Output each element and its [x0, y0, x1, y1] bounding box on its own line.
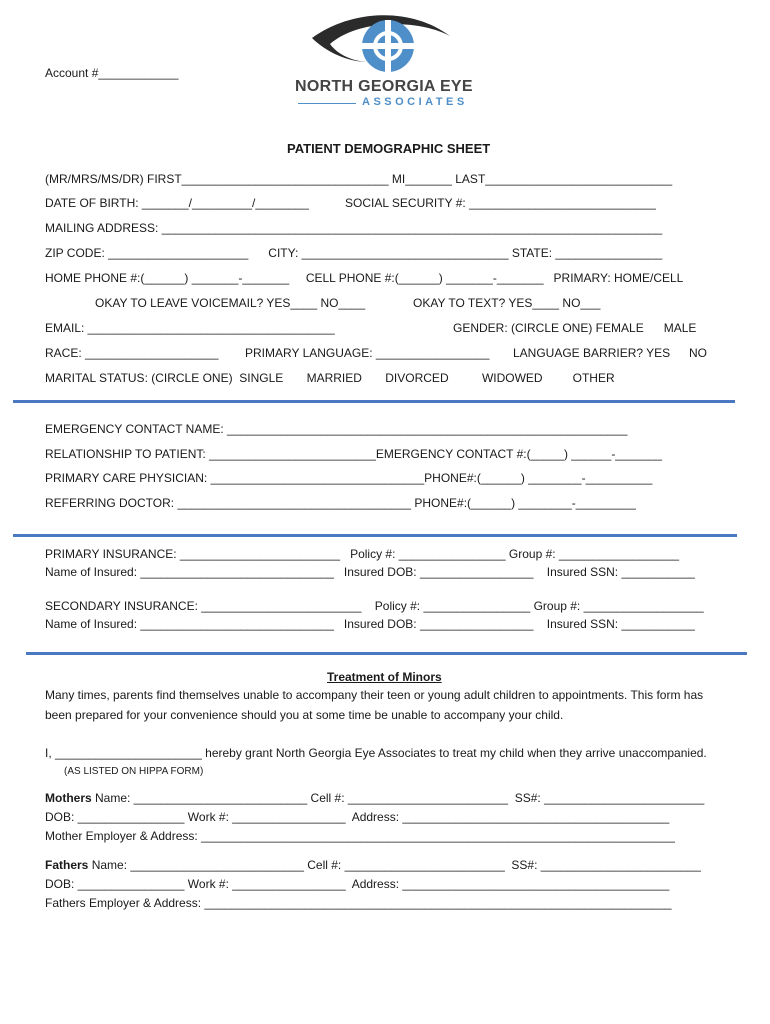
ssn-field[interactable]: SOCIAL SECURITY #: ____________________________	[345, 196, 656, 210]
voicemail-field[interactable]: OKAY TO LEAVE VOICEMAIL? YES____ NO____	[95, 296, 366, 310]
logo-divider	[298, 103, 356, 104]
page-title: PATIENT DEMOGRAPHIC SHEET	[287, 141, 491, 156]
section-divider-2	[13, 534, 737, 537]
primary-language-field[interactable]: PRIMARY LANGUAGE: _________________	[245, 346, 490, 360]
minors-paragraph-line1: Many times, parents find themselves unable to accompany their teen or young adult children to appointments. This form has	[45, 688, 704, 702]
hippa-note: (AS LISTED ON HIPPA FORM)	[64, 766, 204, 777]
fathers-label: Fathers	[45, 858, 89, 872]
minors-paragraph-line2: been prepared for your convenience should you at some time be unable to accompany your child.	[45, 708, 564, 722]
dob-field[interactable]: DATE OF BIRTH: _______/_________/________	[45, 196, 309, 210]
father-dob-field[interactable]: DOB: ________________ Work #: _________________ Address: ________________________________________	[45, 877, 670, 891]
name-field[interactable]: (MR/MRS/MS/DR) FIRST_______________________________ MI_______ LAST____________________________	[45, 172, 673, 186]
emergency-contact-name-field[interactable]: EMERGENCY CONTACT NAME: ____________________________________________________________	[45, 422, 628, 436]
primary-insurance-field[interactable]: PRIMARY INSURANCE: ________________________ Policy #: ________________ Group #: __________________	[45, 547, 680, 561]
language-barrier-yes[interactable]: LANGUAGE BARRIER? YES	[513, 346, 671, 360]
mother-employer-field[interactable]: Mother Employer & Address: _______________________________________________________________________	[45, 829, 675, 843]
grant-statement-field[interactable]: I, ______________________ hereby grant North Georgia Eye Associates to treat my child when they arrive unaccompanied.	[45, 746, 707, 760]
primary-care-physician-field[interactable]: PRIMARY CARE PHYSICIAN: ________________________________PHONE#:(______) ________-__________	[45, 471, 653, 485]
phone-field[interactable]: HOME PHONE #:(______) _______-_______ CELL PHONE #:(______) _______-_______ PRIMARY: HOME/CELL	[45, 271, 684, 285]
logo-line1: NORTH GEORGIA EYE	[295, 78, 473, 95]
minors-heading: Treatment of Minors	[327, 670, 442, 684]
language-barrier-no[interactable]: NO	[689, 346, 707, 360]
mailing-address-field[interactable]: MAILING ADDRESS: ___________________________________________________________________________	[45, 221, 663, 235]
father-employer-field[interactable]: Fathers Employer & Address: ______________________________________________________________________	[45, 896, 672, 910]
mother-name-row[interactable]	[45, 791, 704, 805]
race-field[interactable]: RACE: ____________________	[45, 346, 219, 360]
section-divider-1	[13, 400, 735, 403]
mother-name-line[interactable]: Name: __________________________ Cell #: ________________________ SS#: ________________________	[91, 791, 705, 805]
mothers-label: Mothers	[45, 791, 92, 805]
text-ok-field[interactable]: OKAY TO TEXT? YES____ NO___	[413, 296, 601, 310]
father-name-line[interactable]: Name: __________________________ Cell #: ________________________ SS#: ________________________	[88, 858, 701, 872]
relationship-field[interactable]: RELATIONSHIP TO PATIENT: _________________________EMERGENCY CONTACT #:(_____) ______-_______	[45, 447, 663, 461]
email-field[interactable]: EMAIL: _____________________________________	[45, 321, 335, 335]
logo-line2: ASSOCIATES	[362, 96, 468, 108]
account-number-field[interactable]: Account #____________	[45, 66, 179, 80]
zip-city-state-field[interactable]: ZIP CODE: _____________________ CITY: _______________________________ STATE: ________________	[45, 246, 663, 260]
section-divider-3	[26, 652, 747, 655]
eye-logo-icon	[290, 8, 480, 80]
secondary-insurance-field[interactable]: SECONDARY INSURANCE: ________________________ Policy #: ________________ Group #: __________________	[45, 599, 704, 613]
referring-doctor-field[interactable]: REFERRING DOCTOR: ___________________________________ PHONE#:(______) ________-_________	[45, 496, 636, 510]
logo	[290, 8, 480, 113]
primary-insured-field[interactable]: Name of Insured: _____________________________ Insured DOB: _________________ Insured SSN: ___________	[45, 565, 695, 579]
marital-status-field[interactable]: MARITAL STATUS: (CIRCLE ONE) SINGLE MARRIED DIVORCED WIDOWED OTHER	[45, 371, 615, 385]
secondary-insured-field[interactable]: Name of Insured: _____________________________ Insured DOB: _________________ Insured SSN: ___________	[45, 617, 695, 631]
gender-field[interactable]: GENDER: (CIRCLE ONE) FEMALE MALE	[453, 321, 697, 335]
mother-dob-field[interactable]: DOB: ________________ Work #: _________________ Address: ________________________________________	[45, 810, 670, 824]
father-name-row[interactable]	[45, 858, 701, 872]
